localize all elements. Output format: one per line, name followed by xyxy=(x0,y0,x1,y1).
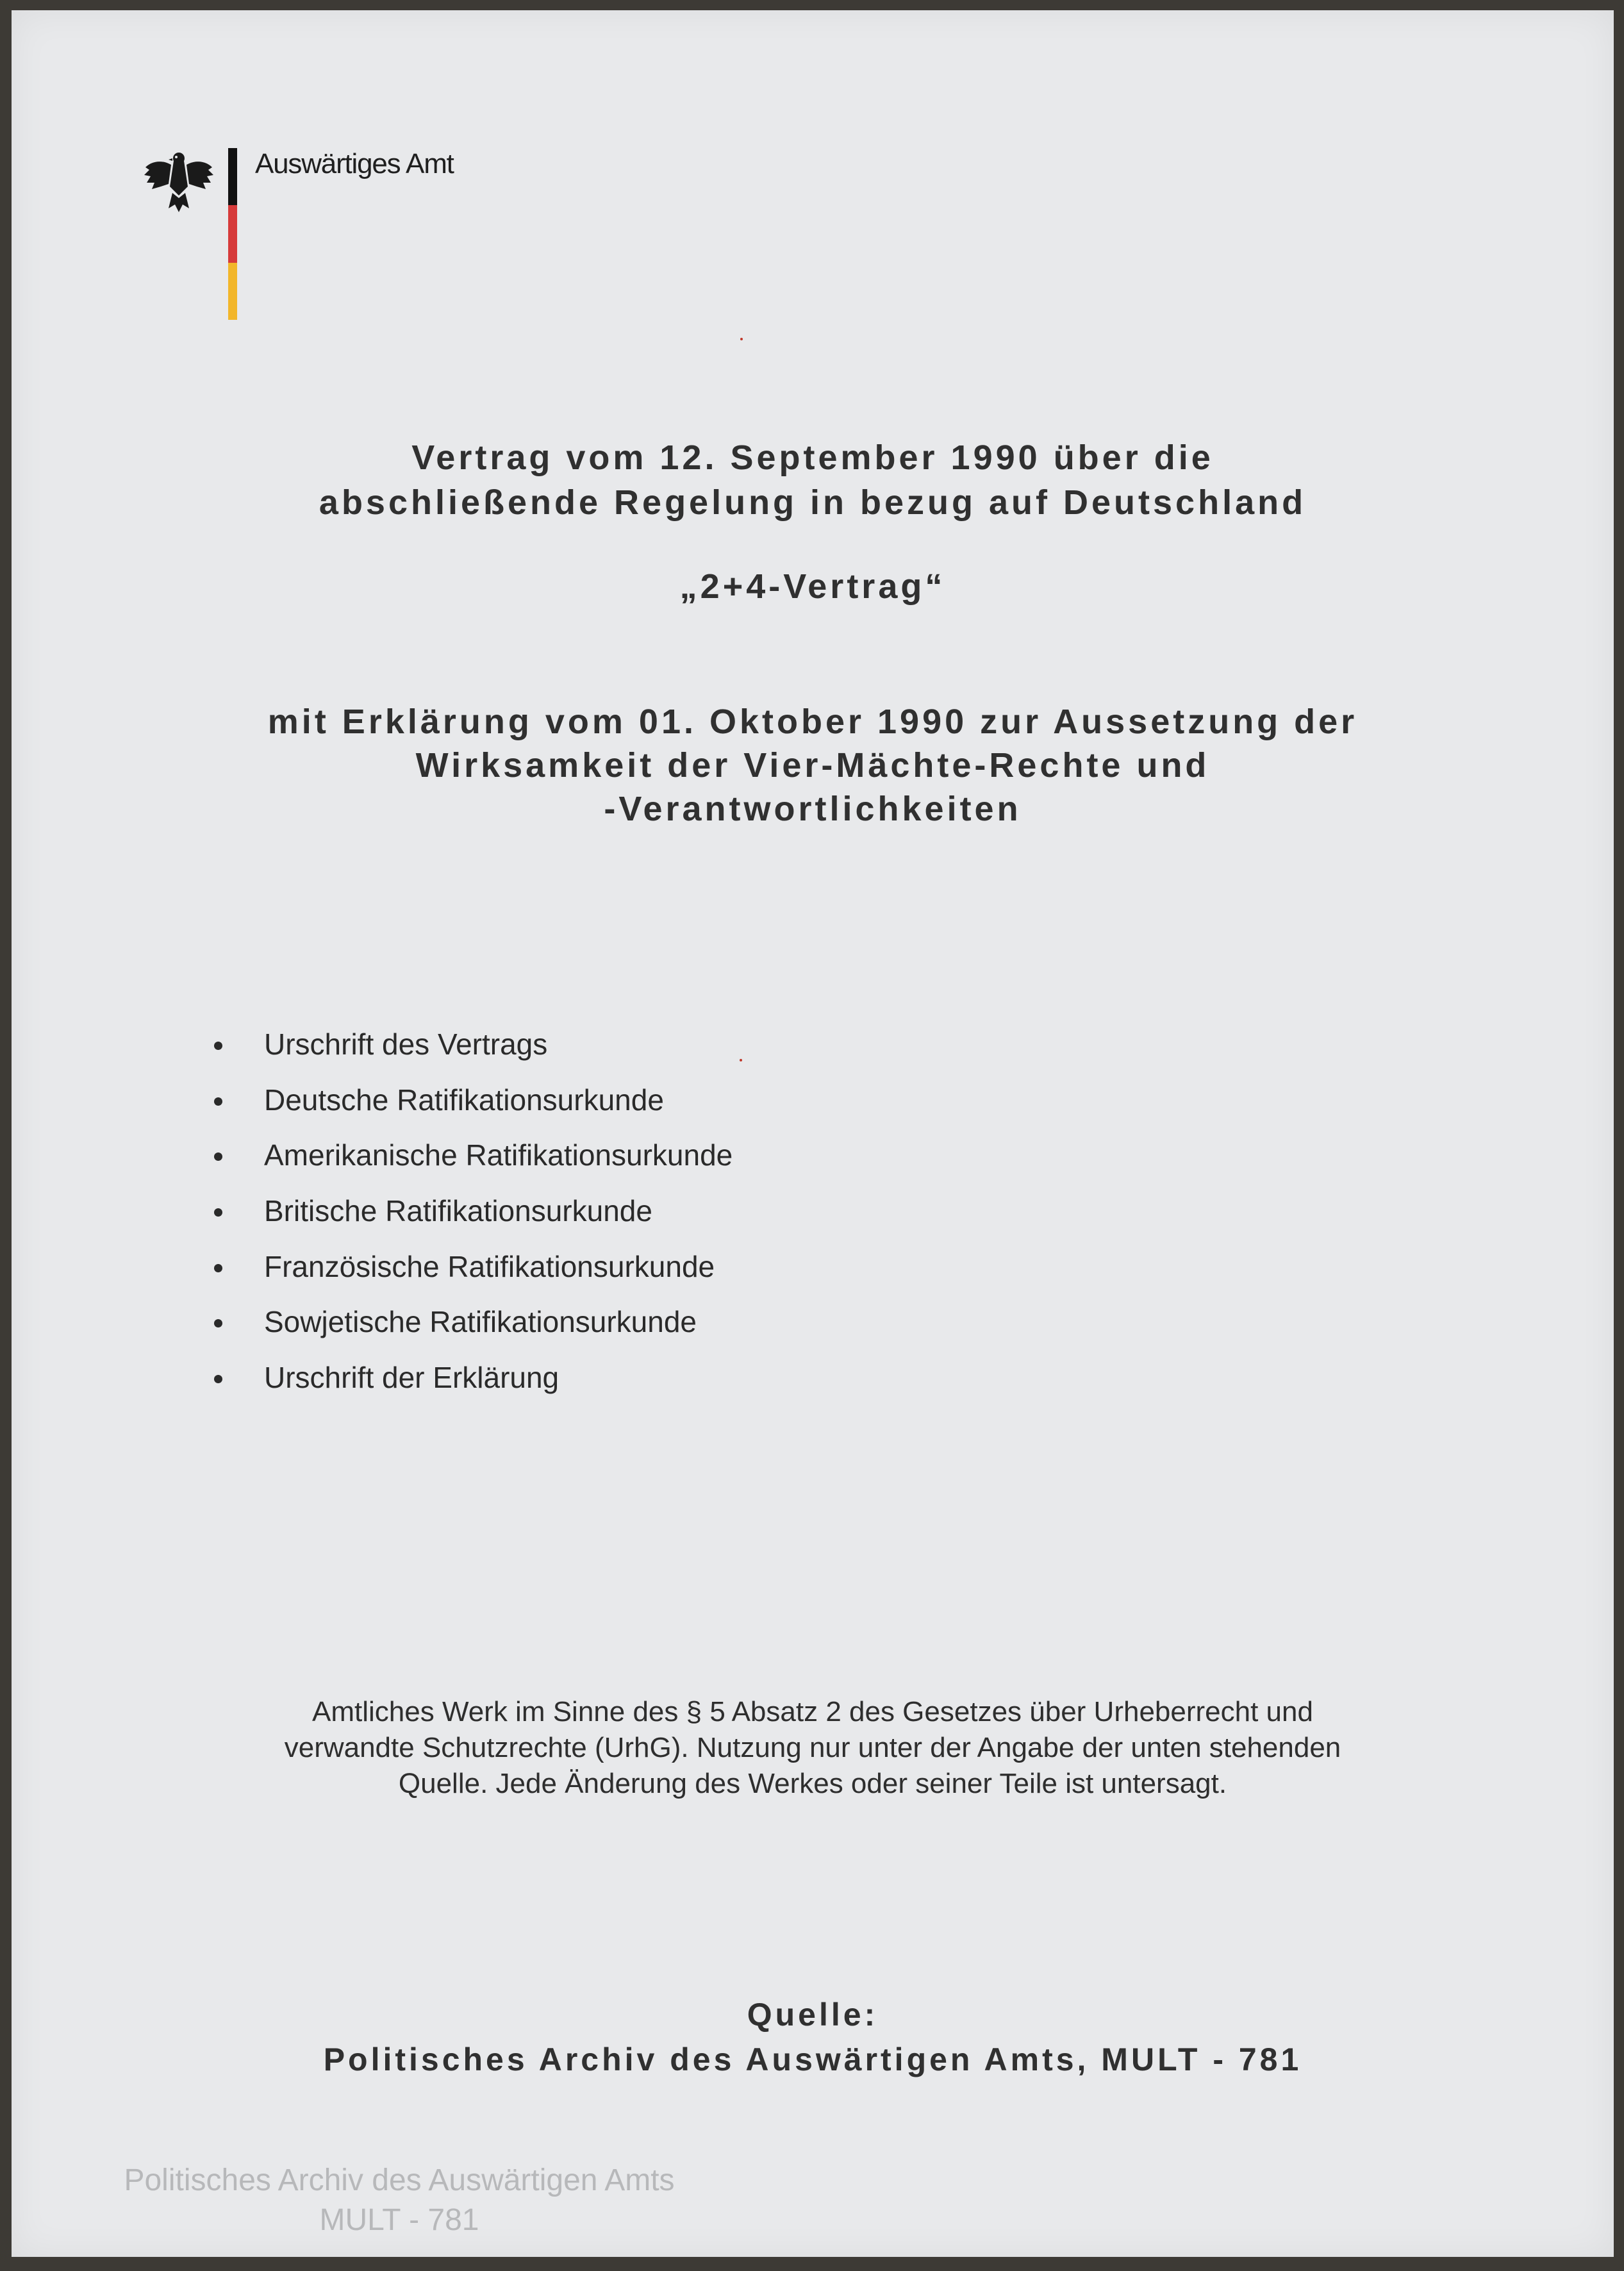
flag-stripe-gold xyxy=(228,263,237,320)
list-item xyxy=(204,1239,733,1295)
contents-list xyxy=(204,1017,733,1406)
treaty-nickname xyxy=(12,564,1614,609)
flag-bar xyxy=(228,148,237,320)
notice-line: Quelle. Jede Änderung des Werkes oder seiner Teile ist untersagt. xyxy=(398,1768,1227,1799)
bullet-icon xyxy=(214,1319,222,1327)
flag-stripe-black xyxy=(228,148,237,205)
watermark-line: MULT - 781 xyxy=(319,2203,479,2237)
treaty-title xyxy=(12,435,1614,525)
watermark-line: Politisches Archiv des Auswärtigen Amts xyxy=(124,2163,675,2197)
subtitle-line: Wirksamkeit der Vier-Mächte-Rechte und xyxy=(415,746,1210,785)
list-item-text: Deutsche Ratifikationsurkunde xyxy=(264,1083,664,1117)
title-line: abschließende Regelung in bezug auf Deutschland xyxy=(319,483,1307,522)
federal-eagle-icon xyxy=(143,148,215,215)
source-value: Politisches Archiv des Auswärtigen Amts, MULT - 781 xyxy=(323,2042,1302,2077)
declaration-subtitle xyxy=(12,700,1614,831)
document-page xyxy=(12,10,1614,2257)
bullet-icon xyxy=(214,1097,222,1106)
list-item xyxy=(204,1350,733,1406)
archive-watermark xyxy=(37,2161,761,2240)
source-label: Quelle: xyxy=(747,1997,879,2033)
list-item-text: Urschrift des Vertrags xyxy=(264,1027,548,1061)
title-line: Vertrag vom 12. September 1990 über die xyxy=(411,438,1214,477)
bullet-icon xyxy=(214,1208,222,1217)
nickname-text: „2+4-Vertrag“ xyxy=(679,567,946,606)
list-item-text: Französische Ratifikationsurkunde xyxy=(264,1249,715,1283)
list-item xyxy=(204,1072,733,1128)
list-item-text: Sowjetische Ratifikationsurkunde xyxy=(264,1305,697,1339)
list-item-text: Britische Ratifikationsurkunde xyxy=(264,1194,652,1228)
list-item xyxy=(204,1127,733,1183)
list-item xyxy=(204,1183,733,1239)
office-name: Auswärtiges Amt xyxy=(255,148,454,179)
notice-line: Amtliches Werk im Sinne des § 5 Absatz 2 des Gesetzes über Urheberrecht und xyxy=(312,1696,1313,1727)
bullet-icon xyxy=(214,1375,222,1383)
subtitle-line: -Verantwortlichkeiten xyxy=(604,790,1022,828)
source-citation xyxy=(12,1992,1614,2082)
bullet-icon xyxy=(214,1042,222,1050)
copyright-notice xyxy=(12,1694,1614,1802)
list-item xyxy=(204,1294,733,1350)
bullet-icon xyxy=(214,1152,222,1161)
paper-speck xyxy=(740,1059,742,1061)
bullet-icon xyxy=(214,1264,222,1272)
list-item xyxy=(204,1017,733,1072)
list-item-text: Amerikanische Ratifikationsurkunde xyxy=(264,1138,733,1172)
flag-stripe-red xyxy=(228,205,237,262)
subtitle-line: mit Erklärung vom 01. Oktober 1990 zur Aussetzung der xyxy=(267,703,1358,741)
paper-speck xyxy=(740,338,743,340)
notice-line: verwandte Schutzrechte (UrhG). Nutzung nur unter der Angabe der unten stehenden xyxy=(284,1732,1341,1763)
list-item-text: Urschrift der Erklärung xyxy=(264,1361,559,1395)
